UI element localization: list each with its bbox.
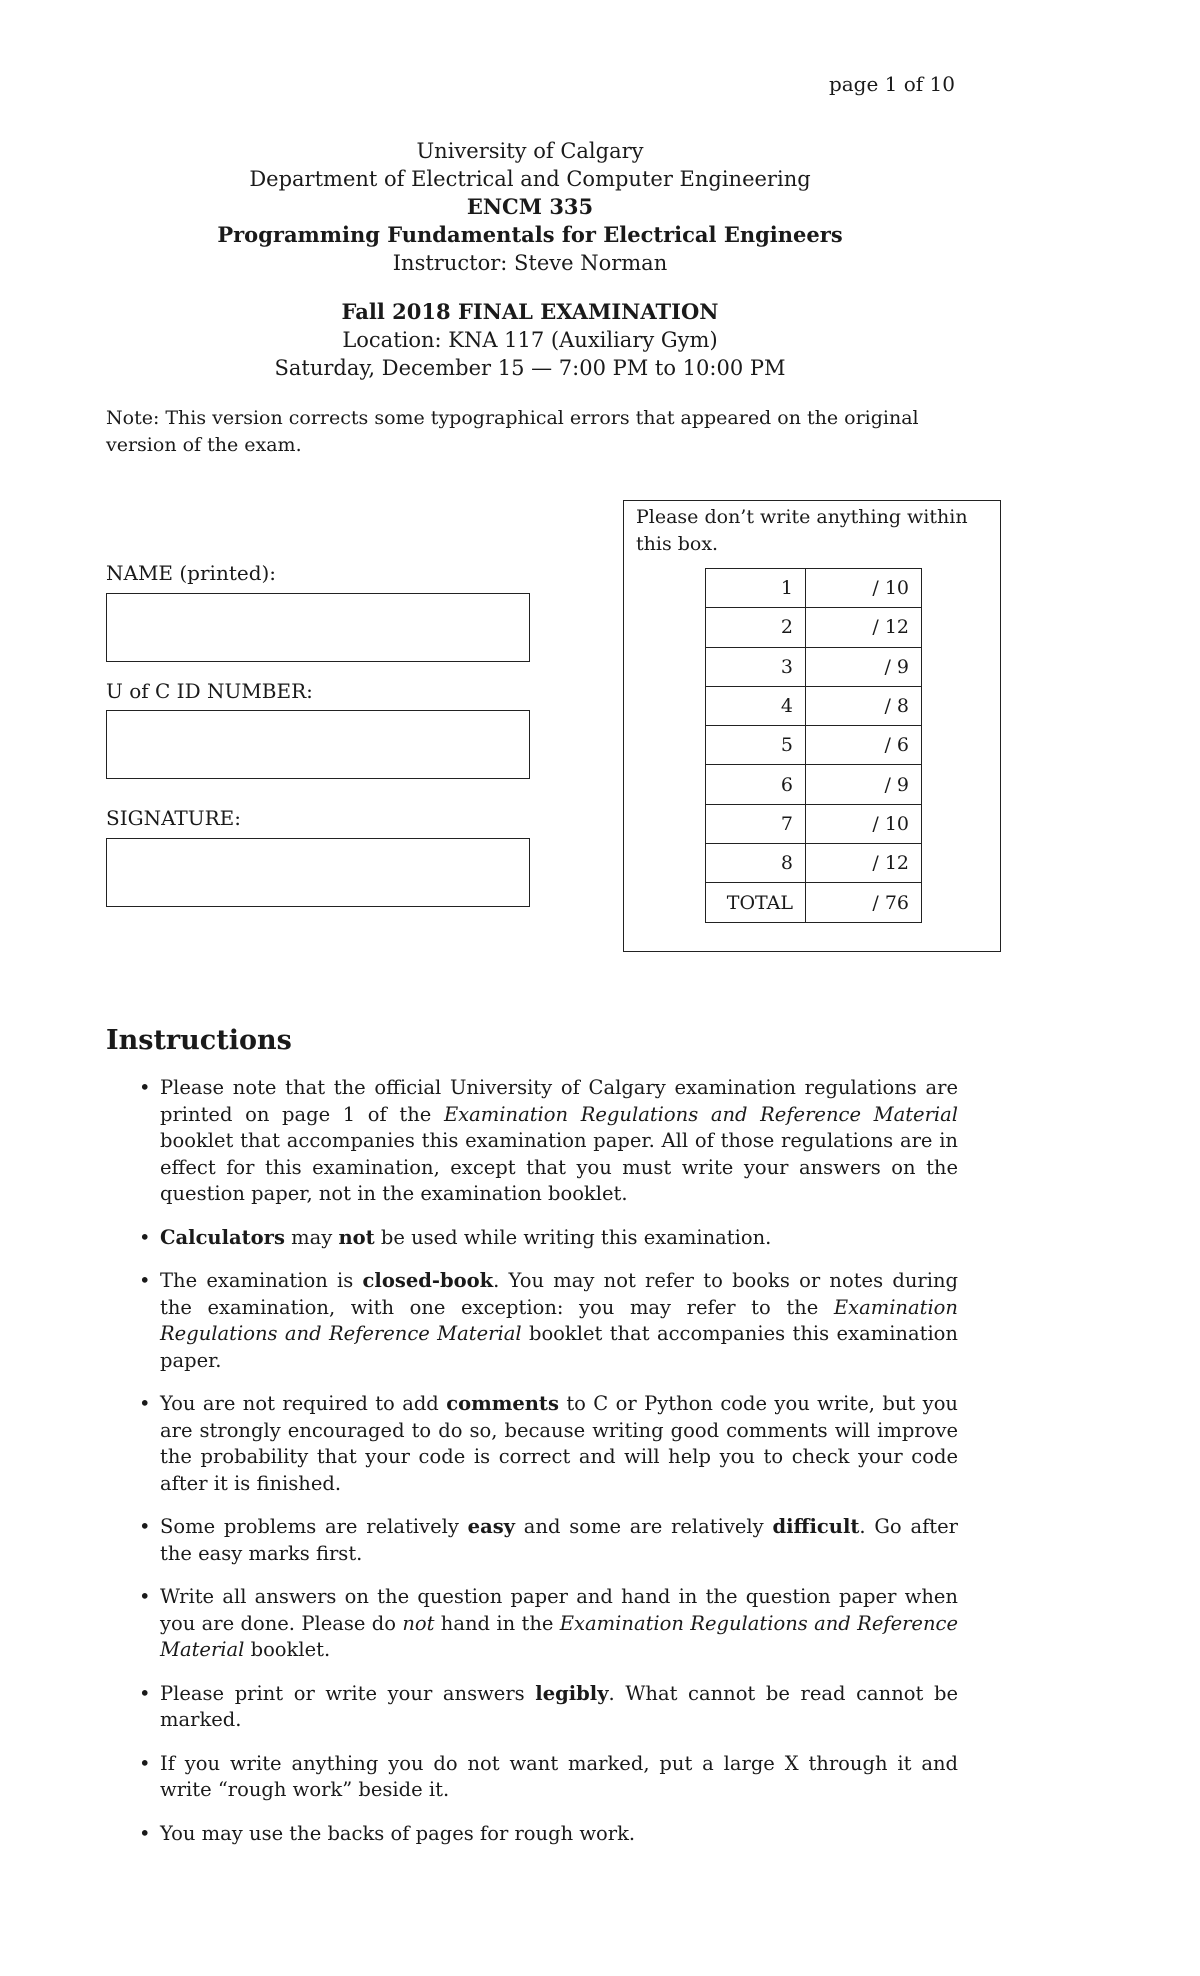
total-label: TOTAL — [706, 883, 806, 922]
bullet-icon: • — [139, 1681, 151, 1705]
list-item: • Write all answers on the question paper and hand in the question paper when you are done. Please do not hand in the Examination Regulations and Reference Material booklet. — [139, 1585, 958, 1661]
total-marks: / 76 — [806, 883, 922, 922]
question-marks: / 10 — [806, 569, 922, 608]
question-marks: / 9 — [806, 647, 922, 686]
page-number: page 1 of 10 — [828, 72, 955, 96]
bullet-icon: • — [139, 1392, 151, 1415]
bullet-icon: • — [139, 1821, 151, 1845]
marks-row — [706, 765, 922, 804]
question-number: 8 — [706, 844, 806, 883]
marks-row — [706, 608, 922, 647]
list-item: • The examination is closed-book. You may not refer to books or notes during the examination, with one exception: you may refer to the Examination Regulations and Reference Material booklet that accompanies this examination paper. — [139, 1269, 958, 1372]
bullet-icon: • — [139, 1751, 151, 1775]
question-number: 4 — [706, 686, 806, 725]
question-number: 6 — [706, 765, 806, 804]
marks-row — [706, 726, 922, 765]
question-marks: / 12 — [806, 608, 922, 647]
marks-table — [705, 568, 922, 923]
list-item: • Calculators may not be used while writing this examination. — [112, 1225, 958, 1252]
question-number: 2 — [706, 608, 806, 647]
name-field[interactable] — [106, 593, 530, 662]
exam-header — [0, 137, 1060, 277]
signature-field[interactable] — [106, 838, 530, 907]
question-marks: / 8 — [806, 686, 922, 725]
bullet-icon: • — [139, 1076, 151, 1099]
exam-datetime: Saturday, December 15 — 7:00 PM to 10:00 PM — [274, 356, 786, 380]
department-name: Department of Electrical and Computer Engineering — [249, 167, 811, 191]
question-number: 7 — [706, 804, 806, 843]
question-number: 5 — [706, 726, 806, 765]
bullet-icon: • — [139, 1269, 151, 1292]
exam-info — [0, 298, 1060, 382]
marks-row — [706, 686, 922, 725]
bullet-icon: • — [139, 1585, 151, 1608]
list-item: • Please print or write your answers legibly. What cannot be read cannot be marked. — [139, 1681, 958, 1731]
exam-title: Fall 2018 FINAL EXAMINATION — [341, 299, 719, 324]
exam-location: Location: KNA 117 (Auxiliary Gym) — [342, 328, 718, 352]
id-number-field[interactable] — [106, 710, 530, 779]
question-marks: / 9 — [806, 765, 922, 804]
list-item: • You may use the backs of pages for rough work. — [112, 1821, 958, 1848]
marks-total-row — [706, 883, 922, 922]
list-item: • Some problems are relatively easy and some are relatively difficult. Go after the easy marks first. — [139, 1515, 958, 1565]
list-item: • If you write anything you do not want marked, put a large X through it and write “rough work” beside it. — [139, 1751, 958, 1801]
marks-box-note: Please don’t write anything within this box. — [636, 506, 968, 555]
university-name: University of Calgary — [416, 139, 644, 163]
course-code: ENCM 335 — [466, 194, 594, 219]
marks-row — [706, 569, 922, 608]
question-number: 3 — [706, 647, 806, 686]
signature-label: SIGNATURE: — [106, 806, 242, 830]
instructor: Instructor: Steve Norman — [392, 251, 668, 275]
question-number: 1 — [706, 569, 806, 608]
marks-row — [706, 804, 922, 843]
bullet-icon: • — [139, 1225, 151, 1249]
question-marks: / 10 — [806, 804, 922, 843]
id-label: U of C ID NUMBER: — [106, 679, 313, 703]
marks-row — [706, 844, 922, 883]
marks-row — [706, 647, 922, 686]
course-title: Programming Fundamentals for Electrical Engineers — [217, 222, 843, 247]
instructions-list — [112, 1075, 958, 1864]
question-marks: / 6 — [806, 726, 922, 765]
list-item: • You are not required to add comments to C or Python code you write, but you are strongly encouraged to do so, because writing good comments will improve the probability that your code is correct and will help you to check your code after it is finished. — [139, 1392, 958, 1495]
name-label: NAME (printed): — [106, 561, 277, 585]
bullet-icon: • — [139, 1515, 151, 1538]
list-item: • Please note that the official University of Calgary examination regulations are printed on page 1 of the Examination Regulations and Reference Material booklet that accompanies this examination paper. All of those regulations are in effect for this examination, except that you must write your answers on the question paper, not in the examination booklet. — [139, 1076, 958, 1205]
version-note: Note: This version corrects some typographical errors that appeared on the original version of the exam. — [106, 407, 919, 456]
question-marks: / 12 — [806, 844, 922, 883]
instructions-title: Instructions — [106, 1025, 292, 1056]
